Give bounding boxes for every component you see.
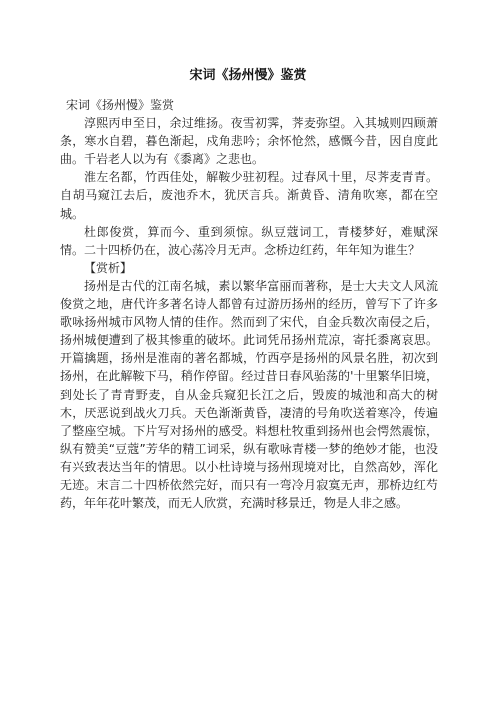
preface-paragraph: 淳熙丙申至日，余过维扬。夜雪初霁，荠麦弥望。入其城则四顾萧条，寒水自碧，暮色渐起，戍角悲吟；余怀怆然，感慨今昔，因自度此曲。千岩老人以为有《黍离》之悲也。 bbox=[60, 116, 438, 167]
subtitle-paragraph: 宋词《扬州慢》鉴赏 bbox=[66, 98, 175, 112]
document-body bbox=[60, 96, 438, 512]
lower-stanza-paragraph: 杜郎俊赏，算而今、重到须惊。纵豆蔻词工，青楼梦好，难赋深情。二十四桥仍在，波心荡冷月无声。念桥边红药，年年知为谁生？ bbox=[60, 224, 438, 257]
document-title: 宋词《扬州慢》鉴赏 bbox=[189, 68, 307, 83]
appreciation-paragraph: 扬州是古代的江南名城，素以繁华富丽而著称，是士大夫文人风流俊赏之地，唐代许多著名诗人都曾有过游历扬州的经历，曾写下了许多歌咏扬州城市风物人情的佳作。然而到了宋代，自金兵数次南侵之后，扬州城便遭到了极其惨重的破坏。此词凭吊扬州荒凉，寄托黍离哀思。开篇擒题，扬州是淮南的著名都城，竹西亭是扬州的风景名胜，初次到扬州，在此解鞍下马，稍作停留。经过昔日春风骀荡的'十里繁华旧境，到处长了青青野麦，自从金兵窥犯长江之后，毁废的城池和高大的树木，厌恶说到战火刀兵。天色渐渐黄昏，凄清的号角吹送着寒冷，传遍了整座空城。下片写对扬州的感受。料想杜牧重到扬州也会愕然震惊，纵有赞美“豆蔻”芳华的精工词采，纵有歌咏青楼一梦的绝妙才能，也没有兴致表达当年的情思。以小杜诗境与扬州现境对比，自然高妙，浑化无迹。末言二十四桥依然完好，而只有一弯冷月寂寞无声，那桥边红芍药，年年花叶繁茂，而无人欣赏，充满时移景迁，物是人非之感。 bbox=[60, 278, 438, 511]
upper-stanza-paragraph: 淮左名都，竹西佳处，解鞍少驻初程。过春风十里，尽荠麦青青。自胡马窥江去后，废池乔木，犹厌言兵。渐黄昏、清角吹寒，都在空城。 bbox=[60, 170, 438, 221]
appreciation-heading: 【赏析】 bbox=[84, 260, 133, 275]
